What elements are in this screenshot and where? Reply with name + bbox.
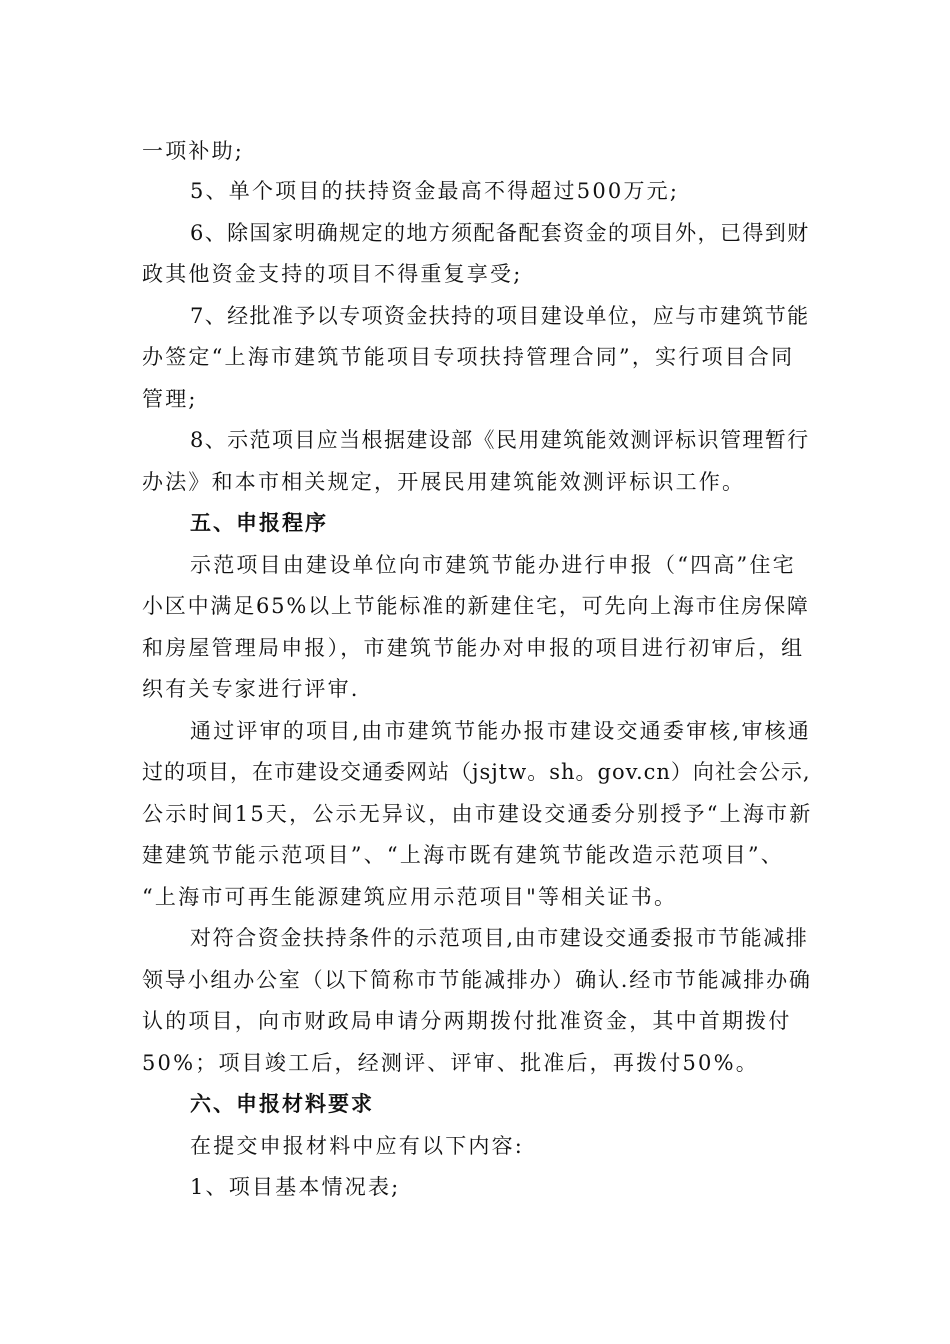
text-line: 通过评审的项目,由市建筑节能办报市建设交通委审核,审核通 [190,719,811,743]
text-line: 7、经批准予以专项资金扶持的项目建设单位，应与市建筑节能 [190,304,810,328]
text-line: 过的项目，在市建设交通委网站（jsjtw。sh。gov.cn）向社会公示, [142,760,811,784]
text-line: 认的项目，向市财政局申请分两期拨付批准资金，其中首期拨付 [142,1009,792,1033]
text-line: 和房屋管理局申报），市建筑节能办对申报的项目进行初审后，组 [142,636,805,660]
text-line: 1、项目基本情况表; [190,1175,401,1199]
text-line: 织有关专家进行评审. [142,677,360,701]
text-line: 50%；项目竣工后，经测评、评审、批准后，再拨付50%。 [142,1051,759,1075]
text-line: 示范项目由建设单位向市建筑节能办进行申报（“四高”住宅 [190,553,796,577]
text-line: 公示时间15天，公示无异议，由市建设交通委分别授予“上海市新 [142,802,813,826]
text-line: 办签定“上海市建筑节能项目专项扶持管理合同”，实行项目合同 [142,345,795,369]
section-heading: 五、申报程序 [190,511,328,535]
text-line: 小区中满足65%以上节能标准的新建住宅，可先向上海市住房保障 [142,594,810,618]
text-line: 管理; [142,387,198,411]
text-line: 5、单个项目的扶持资金最高不得超过500万元; [190,179,680,203]
text-line: 办法》和本市相关规定，开展民用建筑能效测评标识工作。 [142,470,746,494]
text-line: 政其他资金支持的项目不得重复享受; [142,262,523,286]
text-line: “上海市可再生能源建筑应用示范项目"等相关证书。 [142,885,678,909]
text-line: 领导小组办公室（以下简称市节能减排办）确认.经市节能减排办确 [142,968,812,992]
section-heading: 六、申报材料要求 [190,1092,374,1116]
text-line: 6、除国家明确规定的地方须配备配套资金的项目外，已得到财 [190,221,810,245]
text-line: 在提交申报材料中应有以下内容: [190,1134,525,1158]
text-line: 8、示范项目应当根据建设部《民用建筑能效测评标识管理暂行 [190,428,810,452]
text-line: 一项补助; [142,139,245,163]
text-line: 建建筑节能示范项目”、“上海市既有建筑节能改造示范项目”、 [142,843,785,867]
text-line: 对符合资金扶持条件的示范项目,由市建设交通委报市节能减排 [190,926,809,950]
